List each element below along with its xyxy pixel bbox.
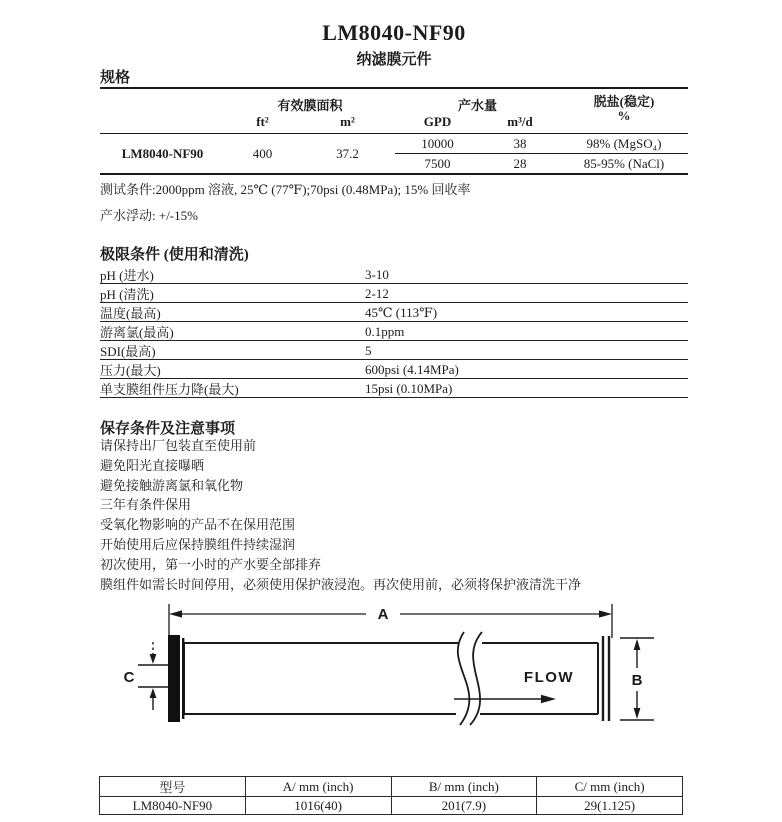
storage-note: 受氧化物影响的产品不在保用范围 [100,517,296,533]
limit-label: 单支膜组件压力降(最大) [100,382,239,397]
break-squiggle-left [458,632,470,725]
spec-area-ft2: 400 [252,145,273,161]
spec-flow-row [395,134,688,154]
membrane-element-diagram [90,598,690,768]
dims-a: 1016(40) [245,797,391,815]
flow-rejection: 98% (MgSO₄) [586,135,662,151]
test-conditions-note: 测试条件:2000ppm 溶液, 25℃ (77℉);70psi (0.48MPa); 15% 回收率 [100,182,471,197]
limit-row [100,322,688,341]
limit-label: 温度(最高) [100,306,161,321]
spec-flow-rows [395,134,688,173]
flow-gpd: 7500 [424,155,451,171]
limits-table [100,265,688,398]
spec-table [100,87,688,175]
limit-value: 45℃ (113℉) [365,304,438,320]
flow-m3d: 38 [513,135,527,151]
dim-c-arrow-top [150,654,157,664]
spec-col-ft2: ft² [256,114,269,129]
dims-model: LM8040-NF90 [100,797,246,815]
storage-note: 膜组件如需长时间停用，必须使用保护液浸泡。再次使用前，必须将保护液清洗干净 [100,576,582,592]
flow-m3d: 28 [513,155,527,171]
storage-notes [100,436,688,594]
flow-arrow-head [541,695,556,703]
spec-table-body [100,134,688,173]
limit-row [100,303,688,322]
limit-row [100,379,688,398]
dimensions-data-row [100,797,683,815]
limit-value: 5 [365,342,372,358]
dims-header-c: C/ mm (inch) [537,777,683,797]
dims-header-model: 型号 [100,777,246,797]
spec-col-area: 有效膜面积 [277,98,343,113]
dim-a-label: A [377,606,389,623]
limits-section-heading: 极限条件 (使用和清洗) [100,247,249,263]
storage-note: 避免接触游离氯和氧化物 [100,477,244,493]
limit-label: 压力(最大) [100,363,161,378]
flow-rejection: 85-95% (NaCl) [583,155,665,171]
storage-note: 初次使用，第一小时的产水要全部排弃 [100,556,322,572]
limit-row [100,341,688,360]
limit-label: 游离氯(最高) [100,325,174,340]
storage-note: 请保持出厂包装直至使用前 [100,438,257,453]
limit-row [100,284,688,303]
break-squiggle-right [470,632,482,725]
limit-label: pH (进水) [100,268,154,283]
limit-value: 0.1ppm [365,323,405,339]
rejection-label: 脱盐(稳定) [593,94,655,109]
dimensions-header-row [100,777,683,797]
storage-note: 开始使用后应保持膜组件持续湿润 [100,536,296,552]
limit-value: 15psi (0.10MPa) [365,380,453,396]
dim-a-arrow-right [599,610,612,617]
dims-b: 201(7.9) [391,797,537,815]
spec-section-heading: 规格 [100,70,131,86]
storage-section-heading: 保存条件及注意事项 [100,421,236,437]
dim-c-label: C [123,669,135,686]
spec-col-flow: 产水量 [457,98,497,113]
flow-variation-note: 产水浮动: +/-15% [100,208,198,223]
storage-note: 避免阳光直接曝晒 [100,457,205,473]
dimensions-table [99,776,683,815]
limit-label: SDI(最高) [100,344,156,359]
dim-b-arrow-bottom [634,708,641,719]
dim-b-arrow-top [634,639,641,650]
limit-value: 600psi (4.14MPa) [365,361,459,377]
flow-label: FLOW [523,669,575,686]
dim-c-arrow-bottom [150,688,157,698]
limit-value: 3-10 [365,266,389,282]
dim-a-arrow-left [169,610,182,617]
dims-c: 29(1.125) [537,797,683,815]
spec-model: LM8040-NF90 [121,145,204,161]
storage-note: 三年有条件保用 [100,497,192,513]
limit-label: pH (清洗) [100,287,154,302]
limit-value: 2-12 [365,285,389,301]
left-end-cap [168,635,180,722]
dim-b-label: B [631,672,643,689]
spec-flow-row [395,154,688,173]
limit-row [100,265,688,284]
dims-header-b: B/ mm (inch) [391,777,537,797]
spec-table-header [100,89,688,134]
spec-col-rejection [560,89,688,133]
flow-gpd: 10000 [421,135,454,151]
limit-row [100,360,688,379]
spec-col-m3d: m³/d [507,114,533,129]
spec-row-model-area [100,134,395,173]
spec-col-m2: m² [340,114,355,129]
dims-header-a: A/ mm (inch) [245,777,391,797]
left-end-cap-ring [182,638,184,719]
spec-col-gpd: GPD [423,114,452,129]
rejection-unit: % [617,108,631,124]
page-subtitle: 纳滤膜元件 [356,52,432,68]
spec-area-m2: 37.2 [336,145,359,161]
element-dimension-drawing [90,598,690,768]
page-title: LM8040-NF90 [322,20,466,45]
